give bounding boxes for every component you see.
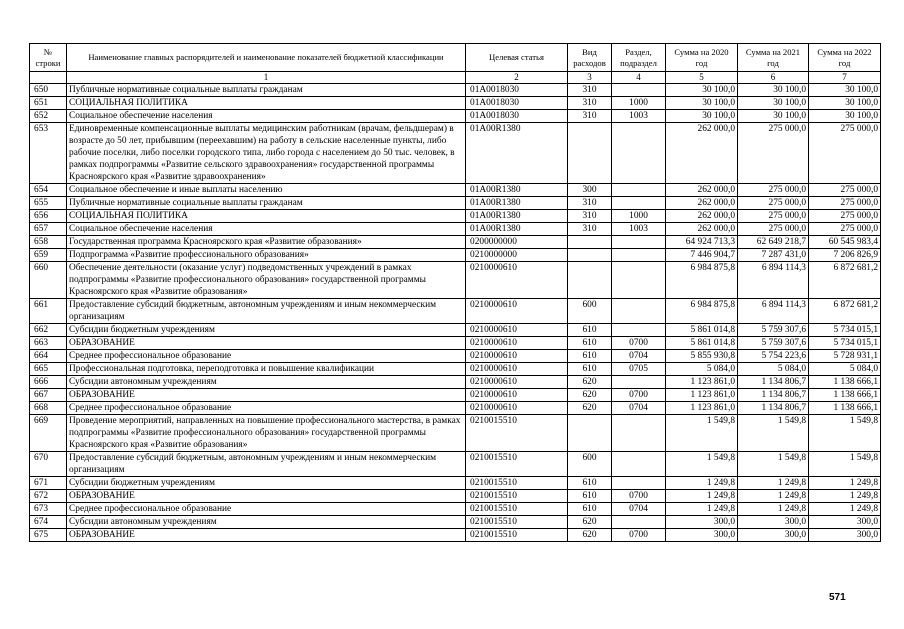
sum-2020-cell: 6 984 875,8 [666,299,738,324]
target-article-cell: 01А00R1380 [466,210,568,223]
row-name-cell: Социальное обеспечение населения [67,110,466,123]
sum-2022-cell: 275 000,0 [809,223,881,236]
sum-2020-cell: 5 861 014,8 [666,337,738,350]
sum-2020-cell: 5 084,0 [666,363,738,376]
sum-2021-cell: 1 549,8 [738,452,809,477]
row-name-cell: Предоставление субсидий бюджетным, автономным учреждениям и иным некоммерческим организациям [67,299,466,324]
table-body [30,84,881,542]
section-cell: 1000 [612,97,666,110]
table-row [30,184,881,197]
sum-2022-cell: 300,0 [809,516,881,529]
table-row [30,223,881,236]
section-cell [612,299,666,324]
row-name-cell: Социальное обеспечение населения [67,223,466,236]
row-number-cell: 668 [30,402,67,415]
sum-2021-cell: 5 754 223,6 [738,350,809,363]
row-name-cell: Проведение мероприятий, направленных на повышение профессионального мастерства, в рамках подпрограммы «Развитие профессионального образования» государственной программы Красноярского края «Развитие образования» [67,415,466,452]
row-number-cell: 665 [30,363,67,376]
target-article-cell: 0210000610 [466,337,568,350]
header-section: Раздел, подраздел [612,44,666,72]
row-name-cell: Субсидии бюджетным учреждениям [67,477,466,490]
target-article-cell: 01А0018030 [466,97,568,110]
sum-2021-cell: 62 649 218,7 [738,236,809,249]
sum-2020-cell: 1 249,8 [666,503,738,516]
column-index-cell: 1 [67,72,466,84]
section-cell: 1003 [612,110,666,123]
row-number-cell: 655 [30,197,67,210]
sum-2022-cell: 5 734 015,1 [809,337,881,350]
target-article-cell: 0210000610 [466,350,568,363]
section-cell: 0700 [612,337,666,350]
row-name-cell: Среднее профессиональное образование [67,350,466,363]
sum-2021-cell: 1 549,8 [738,415,809,452]
table-row [30,477,881,490]
expense-type-cell: 300 [568,184,612,197]
row-name-cell: Подпрограмма «Развитие профессионального образования» [67,249,466,262]
sum-2022-cell: 5 084,0 [809,363,881,376]
section-cell [612,477,666,490]
expense-type-cell: 620 [568,376,612,389]
sum-2021-cell: 5 759 307,6 [738,337,809,350]
sum-2020-cell: 262 000,0 [666,197,738,210]
target-article-cell: 01А0018030 [466,110,568,123]
row-number-cell: 669 [30,415,67,452]
section-cell [612,452,666,477]
expense-type-cell: 600 [568,299,612,324]
sum-2022-cell: 30 100,0 [809,97,881,110]
expense-type-cell: 610 [568,363,612,376]
sum-2021-cell: 300,0 [738,516,809,529]
sum-2022-cell: 30 100,0 [809,84,881,97]
budget-table [29,43,881,542]
target-article-cell: 0200000000 [466,236,568,249]
expense-type-cell: 620 [568,402,612,415]
expense-type-cell: 610 [568,324,612,337]
row-number-cell: 652 [30,110,67,123]
sum-2022-cell: 5 734 015,1 [809,324,881,337]
header-row-number: № строки [30,44,67,72]
sum-2021-cell: 7 287 431,0 [738,249,809,262]
sum-2021-cell: 30 100,0 [738,84,809,97]
row-name-cell: Государственная программа Красноярского края «Развитие образования» [67,236,466,249]
expense-type-cell: 310 [568,110,612,123]
table-row [30,262,881,299]
table-row [30,84,881,97]
row-number-cell: 664 [30,350,67,363]
sum-2022-cell: 6 872 681,2 [809,299,881,324]
sum-2021-cell: 6 894 114,3 [738,262,809,299]
column-index-cell: 7 [809,72,881,84]
target-article-cell: 0210000610 [466,389,568,402]
table-row [30,529,881,542]
expense-type-cell: 620 [568,389,612,402]
target-article-cell: 0210000000 [466,249,568,262]
target-article-cell: 01А00R1380 [466,223,568,236]
row-number-cell: 672 [30,490,67,503]
sum-2022-cell: 1 138 666,1 [809,402,881,415]
sum-2022-cell: 1 549,8 [809,452,881,477]
target-article-cell: 0210000610 [466,324,568,337]
section-cell: 0704 [612,350,666,363]
sum-2021-cell: 1 249,8 [738,490,809,503]
row-number-cell: 674 [30,516,67,529]
section-cell: 0704 [612,402,666,415]
expense-type-cell: 620 [568,529,612,542]
row-number-cell: 661 [30,299,67,324]
section-cell [612,197,666,210]
expense-type-cell [568,262,612,299]
expense-type-cell: 600 [568,452,612,477]
table-row [30,350,881,363]
section-cell: 0700 [612,389,666,402]
row-number-cell: 660 [30,262,67,299]
section-cell: 0704 [612,503,666,516]
row-number-cell: 658 [30,236,67,249]
table-row [30,197,881,210]
sum-2021-cell: 1 134 806,7 [738,389,809,402]
sum-2021-cell: 275 000,0 [738,223,809,236]
table-row [30,299,881,324]
expense-type-cell: 310 [568,84,612,97]
section-cell [612,249,666,262]
expense-type-cell: 310 [568,210,612,223]
section-cell [612,324,666,337]
row-name-cell: Субсидии автономным учреждениям [67,376,466,389]
row-number-cell: 656 [30,210,67,223]
sum-2021-cell: 300,0 [738,529,809,542]
row-number-cell: 666 [30,376,67,389]
section-cell [612,123,666,184]
table-row [30,210,881,223]
table-row [30,389,881,402]
row-name-cell: СОЦИАЛЬНАЯ ПОЛИТИКА [67,97,466,110]
sum-2022-cell: 1 249,8 [809,490,881,503]
row-number-cell: 671 [30,477,67,490]
expense-type-cell [568,236,612,249]
sum-2020-cell: 30 100,0 [666,84,738,97]
sum-2021-cell: 275 000,0 [738,184,809,197]
sum-2020-cell: 5 855 930,8 [666,350,738,363]
table-row [30,236,881,249]
table-row [30,97,881,110]
row-name-cell: Публичные нормативные социальные выплаты гражданам [67,197,466,210]
header-expense-type: Вид расходов [568,44,612,72]
row-name-cell: ОБРАЗОВАНИЕ [67,389,466,402]
column-index-cell: 6 [738,72,809,84]
expense-type-cell [568,415,612,452]
row-number-cell: 675 [30,529,67,542]
row-name-cell: ОБРАЗОВАНИЕ [67,529,466,542]
row-name-cell: Обеспечение деятельности (оказание услуг) подведомственных учреждений в рамках подпрограммы «Развитие профессионального образования» государственной программы Красноярского края «Развитие образования» [67,262,466,299]
row-number-cell: 651 [30,97,67,110]
header-sum-2022: Сумма на 2022 год [809,44,881,72]
column-index-cell: 2 [466,72,568,84]
sum-2022-cell: 5 728 931,1 [809,350,881,363]
expense-type-cell: 310 [568,197,612,210]
section-cell [612,415,666,452]
row-name-cell: Субсидии автономным учреждениям [67,516,466,529]
sum-2020-cell: 1 123 861,0 [666,402,738,415]
sum-2022-cell: 275 000,0 [809,197,881,210]
header-name: Наименование главных распорядителей и наименование показателей бюджетной классификации [67,44,466,72]
row-name-cell: Социальное обеспечение и иные выплаты населению [67,184,466,197]
row-name-cell: Единовременные компенсационные выплаты медицинским работникам (врачам, фельдшерам) в возрасте до 50 лет, прибывшим (переехавшим) на работу в сельские населенные пункты, либо рабочие поселки, либо поселки городского типа, либо города с населением до 50 тыс. человек, в рамках подпрограммы «Развитие сельского здравоохранения» государственной программы Красноярского края «Развитие здравоохранения» [67,123,466,184]
sum-2022-cell: 7 206 826,9 [809,249,881,262]
column-index-row [30,72,881,84]
row-name-cell: Профессиональная подготовка, переподготовка и повышение квалификации [67,363,466,376]
expense-type-cell: 610 [568,350,612,363]
table-row [30,337,881,350]
table-row [30,110,881,123]
sum-2020-cell: 7 446 904,7 [666,249,738,262]
row-name-cell: ОБРАЗОВАНИЕ [67,337,466,350]
row-number-cell: 650 [30,84,67,97]
sum-2020-cell: 262 000,0 [666,223,738,236]
section-cell [612,376,666,389]
table-row [30,490,881,503]
sum-2020-cell: 6 984 875,8 [666,262,738,299]
expense-type-cell: 610 [568,490,612,503]
sum-2020-cell: 30 100,0 [666,97,738,110]
expense-type-cell [568,123,612,184]
section-cell [612,184,666,197]
sum-2020-cell: 300,0 [666,529,738,542]
sum-2021-cell: 275 000,0 [738,197,809,210]
sum-2021-cell: 1 249,8 [738,503,809,516]
header-sum-2021: Сумма на 2021 год [738,44,809,72]
row-number-cell: 657 [30,223,67,236]
section-cell: 0700 [612,490,666,503]
target-article-cell: 0210015510 [466,490,568,503]
expense-type-cell [568,249,612,262]
sum-2022-cell: 275 000,0 [809,210,881,223]
section-cell: 0700 [612,529,666,542]
row-name-cell: Среднее профессиональное образование [67,503,466,516]
sum-2022-cell: 1 138 666,1 [809,389,881,402]
table-row [30,516,881,529]
sum-2022-cell: 275 000,0 [809,184,881,197]
target-article-cell: 0210000610 [466,363,568,376]
row-number-cell: 653 [30,123,67,184]
expense-type-cell: 310 [568,223,612,236]
sum-2021-cell: 5 759 307,6 [738,324,809,337]
row-number-cell: 659 [30,249,67,262]
column-index-cell [30,72,67,84]
column-index-cell: 5 [666,72,738,84]
sum-2020-cell: 1 249,8 [666,477,738,490]
target-article-cell: 0210015510 [466,477,568,490]
sum-2021-cell: 275 000,0 [738,210,809,223]
row-name-cell: Предоставление субсидий бюджетным, автономным учреждениям и иным некоммерческим организациям [67,452,466,477]
row-number-cell: 673 [30,503,67,516]
row-number-cell: 667 [30,389,67,402]
row-name-cell: Публичные нормативные социальные выплаты гражданам [67,84,466,97]
sum-2022-cell: 1 249,8 [809,477,881,490]
row-number-cell: 663 [30,337,67,350]
row-number-cell: 670 [30,452,67,477]
sum-2021-cell: 275 000,0 [738,123,809,184]
row-name-cell: Среднее профессиональное образование [67,402,466,415]
table-row [30,402,881,415]
sum-2021-cell: 1 249,8 [738,477,809,490]
target-article-cell: 0210015510 [466,503,568,516]
sum-2020-cell: 1 123 861,0 [666,376,738,389]
sum-2020-cell: 30 100,0 [666,110,738,123]
sum-2021-cell: 30 100,0 [738,97,809,110]
sum-2021-cell: 5 084,0 [738,363,809,376]
sum-2022-cell: 275 000,0 [809,123,881,184]
table-header-row [30,44,881,72]
expense-type-cell: 610 [568,337,612,350]
sum-2020-cell: 262 000,0 [666,123,738,184]
table-row [30,452,881,477]
sum-2021-cell: 6 894 114,3 [738,299,809,324]
target-article-cell: 01А00R1380 [466,123,568,184]
sum-2020-cell: 1 123 861,0 [666,389,738,402]
table-row [30,376,881,389]
sum-2020-cell: 1 549,8 [666,415,738,452]
sum-2022-cell: 6 872 681,2 [809,262,881,299]
section-cell [612,236,666,249]
target-article-cell: 0210000610 [466,262,568,299]
sum-2022-cell: 300,0 [809,529,881,542]
expense-type-cell: 610 [568,503,612,516]
row-number-cell: 654 [30,184,67,197]
sum-2020-cell: 300,0 [666,516,738,529]
row-name-cell: Субсидии бюджетным учреждениям [67,324,466,337]
page-number: 571 [829,592,846,603]
sum-2020-cell: 262 000,0 [666,210,738,223]
sum-2020-cell: 5 861 014,8 [666,324,738,337]
table-row [30,249,881,262]
target-article-cell: 01А00R1380 [466,184,568,197]
sum-2021-cell: 1 134 806,7 [738,402,809,415]
target-article-cell: 0210000610 [466,376,568,389]
target-article-cell: 0210015510 [466,415,568,452]
section-cell: 0705 [612,363,666,376]
section-cell: 1003 [612,223,666,236]
sum-2020-cell: 1 549,8 [666,452,738,477]
sum-2022-cell: 1 249,8 [809,503,881,516]
column-index-cell: 4 [612,72,666,84]
header-sum-2020: Сумма на 2020 год [666,44,738,72]
target-article-cell: 0210015510 [466,529,568,542]
table-row [30,324,881,337]
sum-2022-cell: 30 100,0 [809,110,881,123]
section-cell [612,516,666,529]
sum-2022-cell: 1 549,8 [809,415,881,452]
section-cell [612,262,666,299]
expense-type-cell: 620 [568,516,612,529]
expense-type-cell: 310 [568,97,612,110]
section-cell [612,84,666,97]
column-index-cell: 3 [568,72,612,84]
sum-2020-cell: 64 924 713,3 [666,236,738,249]
target-article-cell: 0210000610 [466,299,568,324]
row-name-cell: СОЦИАЛЬНАЯ ПОЛИТИКА [67,210,466,223]
sum-2022-cell: 60 545 983,4 [809,236,881,249]
target-article-cell: 0210015510 [466,452,568,477]
sum-2020-cell: 262 000,0 [666,184,738,197]
target-article-cell: 01А0018030 [466,84,568,97]
table-row [30,415,881,452]
expense-type-cell: 610 [568,477,612,490]
table-row [30,123,881,184]
table-row [30,503,881,516]
table-row [30,363,881,376]
row-number-cell: 662 [30,324,67,337]
sum-2021-cell: 1 134 806,7 [738,376,809,389]
target-article-cell: 01А00R1380 [466,197,568,210]
header-target-article: Целевая статья [466,44,568,72]
target-article-cell: 0210015510 [466,516,568,529]
row-name-cell: ОБРАЗОВАНИЕ [67,490,466,503]
section-cell: 1000 [612,210,666,223]
sum-2022-cell: 1 138 666,1 [809,376,881,389]
sum-2020-cell: 1 249,8 [666,490,738,503]
target-article-cell: 0210000610 [466,402,568,415]
sum-2021-cell: 30 100,0 [738,110,809,123]
